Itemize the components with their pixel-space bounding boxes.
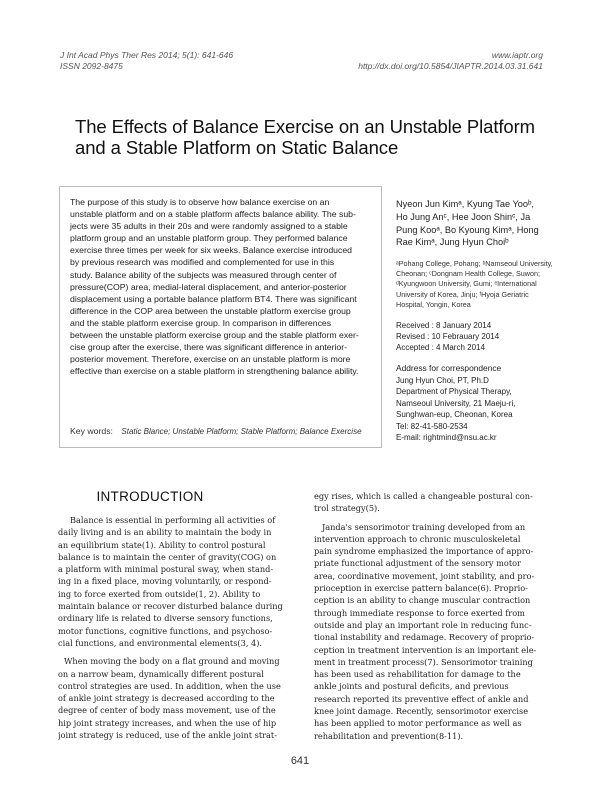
text-line: ception in treatment intervention is an important ele-: [314, 644, 537, 655]
text-line: tional instability and redamage. Recovery of proprio-: [314, 632, 535, 643]
text-line: of ankle joint strategy is decreased according to the: [58, 693, 275, 704]
revised-date: Revised : 10 Febrauary 2014: [396, 332, 500, 342]
text-line: has been applied to motor performance as well as: [314, 718, 522, 729]
text-line: joint strategy is reduced, use of the ankle joint strat-: [58, 730, 277, 741]
paragraph: [58, 514, 295, 649]
title-line: The Effects of Balance Exercise on an Unstable Platform: [75, 116, 535, 137]
abstract-line: cise group after the exercise, there was significant difference in anterior-: [70, 342, 348, 353]
title-line: and a Stable Platform on Static Balance: [75, 137, 399, 158]
text-line: an equilibrium state(1). Ability to control postural: [58, 539, 266, 550]
paragraph: [314, 490, 551, 515]
author-line: Rae Kimᵃ, Jung Hyun Choiᵇ: [396, 237, 509, 248]
affiliations: [396, 259, 553, 310]
text-line: daily living and is an ability to maintain the body in: [58, 527, 272, 538]
abstract-line: displacement using a portable balance platform BT4. There was significant: [70, 293, 357, 304]
author-line: Nyeon Jun Kimᵃ, Kyung Tae Yooᵇ,: [396, 199, 534, 209]
correspondence-line: Sunghwan-eup, Cheonan, Korea: [396, 410, 513, 420]
doi-link[interactable]: http://dx.doi.org/10.5854/JIAPTR.2014.03.31.641: [358, 61, 543, 71]
correspondence-line: Department of Physical Therapy,: [396, 387, 512, 397]
keywords: [70, 425, 380, 438]
abstract-line: posterior movement. Therefore, exercise on an unstable platform is more: [70, 354, 351, 365]
text-line: on a narrow beam, dynamically different postural: [58, 668, 264, 679]
section-heading-introduction: INTRODUCTION: [96, 489, 204, 504]
text-line: ing to force exerted from outside(1, 2). Ability to: [58, 588, 261, 599]
affiliation-line: Hospital, Yongin, Korea: [396, 299, 471, 309]
text-line: priate functional adjustment of the sensory motor: [314, 558, 521, 569]
affiliation-line: ᵃPohang College, Pohang; ᵇNamseoul University,: [396, 259, 553, 268]
text-line: ordinary life is related to diverse sensory functions,: [58, 613, 273, 624]
text-line: cial functions, and environmental elements(3, 4).: [58, 637, 263, 648]
text-line: research reported its preventive effect of ankle and: [314, 693, 529, 704]
page-number: 641: [290, 755, 310, 767]
article-dates: [396, 320, 546, 354]
text-line: intervention approach to chronic musculoskeletal: [314, 533, 521, 544]
running-header-left: [60, 50, 233, 72]
text-line: a platform with minimal postural sway, when stand-: [58, 564, 274, 575]
text-line: Balance is essential in performing all activities of: [70, 515, 276, 525]
abstract-line: difference in the COP area between the unstable platform exercise group: [70, 305, 351, 316]
body-column-right: [314, 490, 551, 742]
abstract-line: effective than exercise on a stable platform in strengthening balance ability.: [70, 366, 359, 377]
issn: ISSN 2092-8475: [60, 61, 123, 71]
affiliation-line: Cheonan; ᶜDongnam Health College, Suwon;: [396, 269, 540, 279]
body-column-left: [58, 514, 295, 741]
affiliation-line: University of Korea, Jinju; ᶠHyoja Geriatric: [396, 289, 529, 299]
article-title: [75, 116, 545, 158]
email-link[interactable]: E-mail: rightmind@nsu.ac.kr: [396, 433, 497, 443]
abstract-line: between the unstable platform exercise group and the stable platform exer-: [70, 330, 359, 341]
abstract-line: platform group and an unstable platform group. They performed balance: [70, 233, 348, 244]
text-line: knee joint damage. Recently, sensorimotor exercise: [314, 706, 529, 717]
correspondence-title: Address for correspondence: [396, 363, 502, 373]
abstract-line: unstable platform and on a stable platform affects balance ability. The sub-: [70, 209, 356, 220]
correspondence-address: [396, 375, 546, 443]
author-line: Pung Kooᵃ, Bo Kyoung Kimᵃ, Hong: [396, 224, 539, 235]
text-line: Janda's sensorimotor training developed from an: [322, 521, 526, 532]
received-date: Received : 8 January 2014: [396, 321, 492, 330]
text-line: outside and play an important role in reducing func-: [314, 619, 532, 630]
text-line: trol strategy(5).: [314, 503, 380, 514]
text-line: pain syndrome emphasized the importance of appro-: [314, 546, 534, 557]
text-line: egy rises, which is called a changeable postural con-: [314, 491, 533, 501]
text-line: through immediate response to force exerted from: [314, 607, 525, 618]
text-line: area, coordinative movement, joint stability, and pro-: [314, 570, 535, 581]
keywords-label: Key words:: [70, 426, 113, 436]
affiliation-line: ᵈKyungwoon University, Gumi; ᵉInternational: [396, 279, 537, 289]
text-line: ing in a fixed place, moving voluntarily, or respond-: [58, 576, 272, 587]
abstract-line: exercise three times per week for six weeks. Balance exercise introduced: [70, 245, 352, 256]
abstract-line: by previous research was modified and complemented for use in this: [70, 257, 335, 268]
abstract-line: pressure(COP) area, medial-lateral displacement, and anterior-posterior: [70, 281, 347, 292]
paragraph: [314, 521, 551, 742]
journal-website-link[interactable]: www.iaptr.org: [491, 50, 543, 60]
abstract-line: and the stable platform exercise group. In comparison in differences: [70, 317, 332, 328]
text-line: balance is to maintain the center of gravity(COG) on: [58, 551, 277, 562]
correspondence-line: Tel: 82-41-580-2534: [396, 421, 468, 431]
text-line: ception is an ability to change muscular contraction: [314, 595, 531, 606]
author-line: Ho Jung Anᶜ, Hee Joon Shinᶜ, Ja: [396, 211, 531, 222]
text-line: control strategies are used. In addition, when the use: [58, 680, 281, 691]
text-line: has been used as rehabilitation for damage to the: [314, 669, 521, 680]
paragraph: [58, 655, 295, 741]
journal-citation: J Int Acad Phys Ther Res 2014; 5(1): 641-646: [60, 50, 234, 60]
abstract-line: study. Balance ability of the subjects was measured through center of: [70, 269, 337, 280]
text-line: degree of center of body mass movement, use of the: [58, 705, 276, 716]
text-line: ment in treatment process(7). Sensorimotor training: [314, 656, 533, 667]
text-line: hip joint strategy increases, and when the use of hip: [58, 717, 277, 728]
text-line: motor functions, cognitive functions, and psychoso-: [58, 625, 273, 636]
text-line: prioception in exercise pattern balance(6). Proprio-: [314, 583, 528, 594]
text-line: When moving the body on a flat ground and moving: [64, 656, 280, 667]
abstract-line: The purpose of this study is to observe how balance exercise on an: [70, 197, 330, 207]
accepted-date: Accepted : 4 March 2014: [396, 343, 485, 353]
author-list: [396, 198, 546, 249]
correspondence-line: Jung Hyun Choi, PT, Ph.D: [396, 376, 489, 385]
abstract: [70, 196, 373, 377]
running-header-right: [358, 50, 543, 72]
text-line: ankle joints and postural deficits, and previous: [314, 681, 509, 692]
correspondence-line: Namseoul University, 21 Maeju-ri,: [396, 398, 516, 408]
keywords-text: Static Blance; Unstable Platform; Stable Platform; Balance Exercise: [121, 427, 362, 436]
text-line: maintain balance or recover disturbed balance during: [58, 601, 283, 612]
abstract-line: jects were 35 adults in their 20s and were randomly assigned to a stable: [70, 221, 348, 232]
text-line: rehabilitation and prevention(8-11).: [314, 730, 464, 741]
